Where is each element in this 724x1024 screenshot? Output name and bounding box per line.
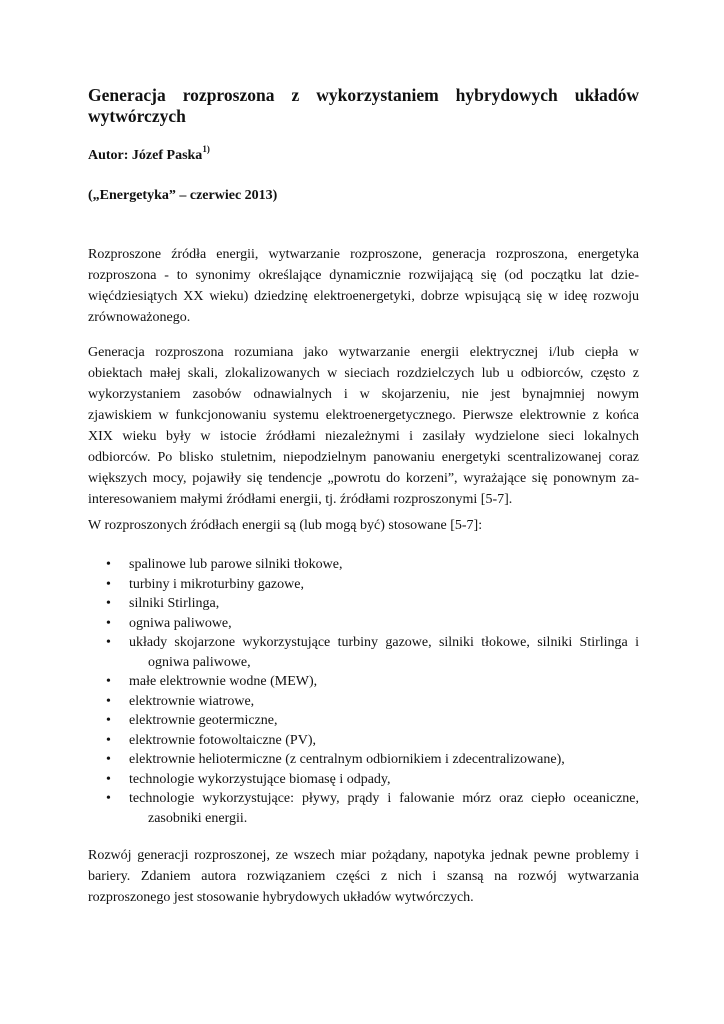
bullet-icon: • bbox=[106, 732, 111, 748]
paragraph-conclusion bbox=[88, 845, 639, 908]
paragraph-line: Generacja rozproszona rozumiana jako wytwarzanie energii elektrycznej i/lub ciepła w bbox=[88, 345, 639, 360]
list-item-text: elektrownie geotermiczne, bbox=[129, 713, 278, 728]
paragraph-line: Rozproszone źródła energii, wytwarzanie rozproszone, generacja rozproszona, energetyka bbox=[88, 247, 639, 262]
bullet-icon: • bbox=[106, 596, 111, 611]
paragraph-line: zrównoważonego. bbox=[88, 310, 191, 325]
title-word: Generacja bbox=[88, 85, 166, 105]
list-item-text: elektrownie heliotermiczne (z centralnym odbiornikiem i zdecentralizowane), bbox=[129, 752, 565, 767]
paragraph-line: Rozwój generacji rozproszonej, ze wszech miar pożądany, napotyka jednak pewne problemy i bbox=[88, 848, 639, 863]
list-item bbox=[88, 750, 639, 770]
list-item-text: ogniwa paliwowe, bbox=[129, 615, 232, 631]
list-item bbox=[88, 594, 639, 614]
paragraph-line: W rozproszonych źródłach energii są (lub mogą być) stosowane [5-7]: bbox=[88, 518, 483, 533]
bullet-icon: • bbox=[106, 557, 111, 572]
author-footnote-marker: 1) bbox=[202, 144, 210, 154]
list-item bbox=[88, 575, 639, 595]
bullet-icon: • bbox=[106, 635, 111, 650]
paragraph-definition bbox=[88, 342, 639, 510]
list-item-text: technologie wykorzystujące biomasę i odpady, bbox=[129, 771, 391, 787]
paragraph-line: interesowaniem małymi źródłami energii, tj. źródłami rozproszonymi [5-7]. bbox=[88, 492, 513, 507]
list-item-text: turbiny i mikroturbiny gazowe, bbox=[129, 576, 304, 592]
title-word: rozproszona bbox=[182, 85, 275, 105]
paragraph-line: wykorzystaniem zasobów odnawialnych i w skojarzeniu, nie jest bynajmniej nowym bbox=[88, 387, 639, 402]
title-word: z bbox=[291, 85, 300, 105]
bullet-icon: • bbox=[106, 615, 111, 631]
document-title bbox=[88, 85, 639, 127]
list-item-text: technologie wykorzystujące: pływy, prądy i falowanie mórz oraz ciepło oceaniczne, bbox=[129, 791, 639, 806]
paragraph-list-intro bbox=[88, 515, 639, 536]
paragraph-intro bbox=[88, 244, 639, 328]
list-item-continuation: ogniwa paliwowe, bbox=[148, 654, 251, 670]
bullet-icon: • bbox=[106, 752, 111, 767]
author-name: Autor: Józef Paska bbox=[88, 148, 203, 163]
bullet-icon: • bbox=[106, 771, 111, 787]
list-item bbox=[88, 614, 639, 634]
list-item bbox=[88, 731, 639, 751]
list-item bbox=[88, 711, 639, 731]
paragraph-line: więćdziesiątych XX wieku) dziedzinę elektroenergetyki, dobrze wpisującą się w ideę rozwoju bbox=[88, 289, 639, 304]
source-line: („Energetyka” – czerwiec 2013) bbox=[88, 188, 278, 203]
bullet-icon: • bbox=[106, 791, 111, 806]
title-word: układów bbox=[574, 85, 639, 105]
paragraph-line: większych mocy, pojawiły się tendencje „powrotu do korzeni”, wyrażające się ponownym za- bbox=[88, 471, 639, 486]
list-item-continuation: zasobniki energii. bbox=[148, 810, 248, 826]
paragraph-line: odbiorców. Po blisko stuletnim, niepodzielnym panowaniu energetyki scentralizowanej coraz bbox=[88, 450, 639, 465]
title-line-1 bbox=[88, 85, 639, 106]
list-item bbox=[88, 789, 639, 828]
title-line-2: wytwórczych bbox=[88, 106, 186, 126]
paragraph-line: rozproszona - to synonimy określające dynamicznie rozwijającą się (od początku lat dzie- bbox=[88, 268, 639, 283]
list-item-text: silniki Stirlinga, bbox=[129, 596, 220, 611]
list-item-text: elektrownie wiatrowe, bbox=[129, 693, 255, 709]
list-item bbox=[88, 692, 639, 712]
title-word: hybrydowych bbox=[455, 85, 558, 105]
list-item bbox=[88, 672, 639, 692]
list-item-text: układy skojarzone wykorzystujące turbiny gazowe, silniki tłokowe, silniki Stirlinga i bbox=[129, 635, 639, 650]
bullet-icon: • bbox=[106, 674, 111, 689]
bullet-icon: • bbox=[106, 693, 111, 709]
list-item bbox=[88, 770, 639, 790]
list-item-text: elektrownie fotowoltaiczne (PV), bbox=[129, 732, 316, 748]
energy-sources-list bbox=[88, 555, 639, 828]
title-word: wykorzystaniem bbox=[316, 85, 439, 105]
list-item bbox=[88, 555, 639, 575]
paragraph-line: rozproszonego jest stosowanie hybrydowych układów wytwórczych. bbox=[88, 890, 474, 905]
bullet-icon: • bbox=[106, 576, 111, 592]
list-item bbox=[88, 633, 639, 672]
paragraph-line: zjawiskiem w funkcjonowaniu systemu elektroenergetycznego. Pierwsze elektrownie z końca bbox=[88, 408, 639, 423]
paragraph-line: XIX wieku były w istocie źródłami niezależnymi i zasilały wydzielone sieci lokalnych bbox=[88, 429, 639, 444]
author-line bbox=[88, 144, 210, 164]
bullet-icon: • bbox=[106, 713, 111, 728]
list-item-text: małe elektrownie wodne (MEW), bbox=[129, 674, 318, 689]
list-item-text: spalinowe lub parowe silniki tłokowe, bbox=[129, 557, 343, 572]
paragraph-line: obiektach małej skali, zlokalizowanych w sieciach rozdzielczych lub u odbiorców, często z bbox=[88, 366, 639, 381]
paragraph-line: bariery. Zdaniem autora rozwiązaniem części z nich i szansą na rozwój wytwarzania bbox=[88, 869, 639, 884]
